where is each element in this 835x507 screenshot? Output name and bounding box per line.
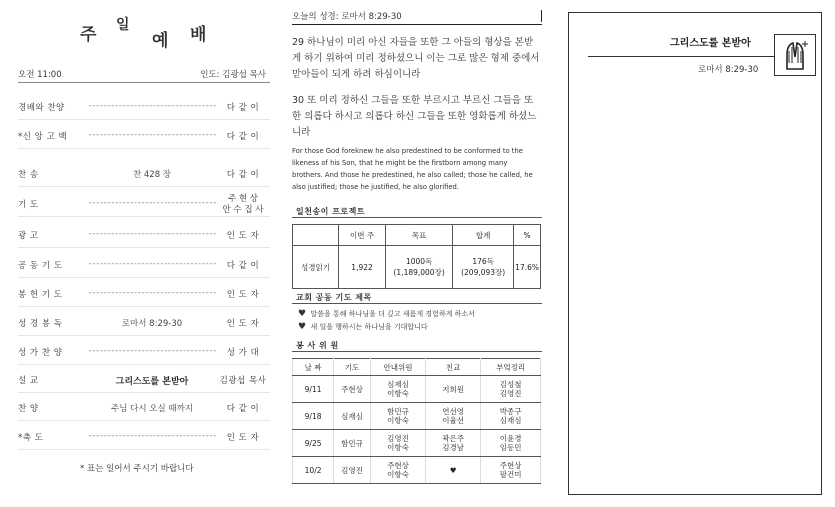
order-row	[18, 342, 270, 362]
divider	[292, 303, 542, 304]
bulletin-title	[0, 18, 270, 58]
table-header-cell: 날 짜	[293, 359, 334, 376]
list-item	[298, 308, 475, 321]
table-cell: 9/11	[293, 376, 334, 403]
table-cell: 성경읽기	[293, 246, 339, 289]
table-cell: 곽은주 김경남	[426, 430, 481, 457]
service-leader: 인도: 김광섭 목사	[200, 70, 266, 80]
order-detail	[78, 229, 226, 239]
table-row	[293, 246, 541, 289]
heart-icon: ♥	[298, 309, 307, 319]
order-row	[18, 284, 270, 304]
table-cell: 9/18	[293, 403, 334, 430]
sermon-title: 그리스도를 본받아	[670, 38, 751, 49]
order-detail-text: 찬 428 장	[132, 170, 172, 180]
verse-29: 29 하나님이 미리 아신 자들을 또한 그 아들의 형상을 본받게 하기 위하여 미리 정하셨으니 이는 그로 많은 형제 중에서 맏아들이 되게 하려 하심이니라	[292, 37, 540, 80]
order-responsible: 다 같 이	[226, 170, 260, 180]
divider	[18, 82, 270, 83]
divider	[18, 364, 270, 365]
service-table	[292, 358, 541, 484]
table-cell: 주현상	[334, 376, 371, 403]
order-row	[18, 194, 270, 214]
table-cell: 함민규 이항숙	[370, 403, 425, 430]
table-cell: 김성철 김영진	[481, 376, 541, 403]
table-row	[293, 457, 541, 484]
table-cell: 함민규	[334, 430, 371, 457]
dash-leader: - - - - - - - - - - - - - - - - - - - - - - - - - - - - - - - - - -	[88, 229, 216, 239]
order-responsible: 다 같 이	[226, 103, 260, 113]
table-cell	[293, 225, 339, 246]
reading-project-title: 일천송이 프로젝트	[296, 207, 366, 216]
order-detail	[78, 130, 226, 140]
order-row	[18, 97, 270, 117]
order-row	[18, 225, 270, 245]
table-cell: 김영진 이항숙	[370, 430, 425, 457]
table-cell: 심재심 이항숙	[370, 376, 425, 403]
table-cell: ♥	[426, 457, 481, 484]
order-responsible: 다 같 이	[226, 132, 260, 142]
order-responsible: 다 같 이	[226, 404, 260, 414]
divider	[18, 186, 270, 187]
table-header-cell: 부엌정리	[481, 359, 541, 376]
table-row	[293, 430, 541, 457]
dash-leader: - - - - - - - - - - - - - - - - - - - - - - - - - - - - - - - - - -	[88, 130, 216, 140]
table-header-cell: 기도	[334, 359, 371, 376]
table-cell: 박종구 심재심	[481, 403, 541, 430]
order-responsible: 주 현 상 안 수 집 사	[222, 194, 264, 215]
divider	[18, 306, 270, 307]
divider	[18, 148, 270, 149]
divider	[292, 351, 542, 352]
order-responsible: 다 같 이	[226, 261, 260, 271]
table-header-cell: 안내위원	[370, 359, 425, 376]
order-label: 공 동 기 도	[18, 261, 63, 271]
order-row	[18, 427, 270, 447]
order-label: 성 가 찬 양	[18, 348, 63, 358]
praying-hands-icon	[774, 34, 816, 76]
table-cell: 연선영 이율선	[426, 403, 481, 430]
table-row	[293, 376, 541, 403]
order-responsible: 인 도 자	[226, 433, 260, 443]
table-cell: 10/2	[293, 457, 334, 484]
table-cell: 이번 주	[339, 225, 386, 246]
order-row	[18, 313, 270, 333]
order-label: 봉 헌 기 도	[18, 290, 63, 300]
dash-leader: - - - - - - - - - - - - - - - - - - - - - - - - - - - - - - - - - -	[88, 288, 216, 298]
order-label: 설 교	[18, 376, 39, 386]
table-cell: 주현상 팔건미	[481, 457, 541, 484]
table-cell: 김영진	[334, 457, 371, 484]
table-header-cell: 친교	[426, 359, 481, 376]
footnote: * 표는 일어서 주시기 바랍니다	[80, 464, 194, 474]
divider	[18, 119, 270, 120]
sermon-reference: 로마서 8:29-30	[698, 65, 759, 75]
order-detail	[78, 317, 226, 329]
prayer-item-text: 말씀을 통해 하나님을 더 깊고 새롭게 경험하게 하소서	[310, 310, 475, 318]
dash-leader: - - - - - - - - - - - - - - - - - - - - - - - - - - - - - - - - - -	[88, 101, 216, 111]
divider	[588, 56, 774, 57]
scripture-section	[292, 10, 542, 193]
table-cell: 목표	[386, 225, 453, 246]
order-row	[18, 164, 270, 184]
divider	[18, 420, 270, 421]
divider	[18, 449, 270, 450]
service-title: 봉 사 위 원	[296, 341, 339, 350]
order-detail	[78, 259, 226, 269]
order-label: 기 도	[18, 200, 39, 210]
scripture-header: 오늘의 성경: 로마서 8:29-30	[292, 10, 542, 25]
order-row	[18, 255, 270, 275]
table-cell: 1,922	[339, 246, 386, 289]
dash-leader: - - - - - - - - - - - - - - - - - - - - - - - - - - - - - - - - - -	[88, 259, 216, 269]
order-detail-text: 주님 다시 오실 때까지	[110, 404, 193, 414]
order-detail-text: 그리스도를 본받아	[115, 377, 189, 387]
order-detail	[78, 346, 226, 356]
order-responsible: 인 도 자	[226, 290, 260, 300]
order-detail	[78, 168, 226, 180]
table-cell: 이윤경 임동민	[481, 430, 541, 457]
order-row	[18, 370, 270, 390]
title-char: 배	[190, 25, 207, 45]
order-detail	[78, 101, 226, 111]
divider	[18, 277, 270, 278]
divider	[18, 335, 270, 336]
table-cell: 합계	[453, 225, 514, 246]
dash-leader: - - - - - - - - - - - - - - - - - - - - - - - - - - - - - - - - - -	[88, 198, 216, 208]
table-cell: %	[514, 225, 541, 246]
order-label: 찬 송	[18, 170, 39, 180]
reading-project-table	[292, 224, 541, 289]
order-label: *신 앙 고 백	[18, 132, 68, 142]
verse-30: 30 또 미리 정하신 그들을 또한 부르시고 부르신 그들을 또한 의롭다 하시고 의롭다 하신 그들을 또한 영화롭게 하셨느니라	[292, 95, 537, 138]
order-detail	[78, 431, 226, 441]
order-detail-text: 로마서 8:29-30	[121, 319, 183, 329]
order-label: 성 경 봉 독	[18, 319, 63, 329]
table-row	[293, 403, 541, 430]
english-verse: For those God foreknew he also predestined to be conformed to the likeness of his Son, that he might be the firstborn among many brothers. And those he predestined, he also called; those he called, he also justified; those he justified, he also glorified.	[292, 147, 533, 191]
divider	[292, 217, 542, 218]
order-label: *축 도	[18, 433, 44, 443]
sermon-panel	[568, 12, 822, 495]
table-cell: 주현상 이항숙	[370, 457, 425, 484]
order-row	[18, 126, 270, 146]
prayer-item-text: 새 일을 행하시는 하나님을 기대합니다	[310, 323, 428, 331]
table-cell: 17.6%	[514, 246, 541, 289]
order-label: 찬 양	[18, 404, 39, 414]
title-char: 예	[152, 31, 169, 51]
order-detail	[78, 402, 226, 414]
divider	[18, 392, 270, 393]
table-cell: 1000독 (1,189,000장)	[386, 246, 453, 289]
table-cell: 9/25	[293, 430, 334, 457]
divider	[18, 247, 270, 248]
order-row	[18, 398, 270, 418]
service-header	[18, 68, 266, 80]
prayer-list	[298, 308, 475, 334]
service-time: 오전 11:00	[18, 70, 62, 80]
order-label: 광 고	[18, 231, 39, 241]
table-cell: 176독 (209,093장)	[453, 246, 514, 289]
order-detail	[78, 288, 226, 298]
dash-leader: - - - - - - - - - - - - - - - - - - - - - - - - - - - - - - - - - -	[88, 431, 216, 441]
table-header-row	[293, 225, 541, 246]
order-responsible: 인 도 자	[226, 231, 260, 241]
order-responsible: 성 가 대	[226, 348, 260, 358]
order-responsible: 인 도 자	[226, 319, 260, 329]
order-detail	[78, 374, 226, 387]
order-responsible: 김광섭 목사	[219, 376, 267, 386]
order-detail	[78, 198, 226, 208]
table-cell: 지희원	[426, 376, 481, 403]
table-cell: 심재심	[334, 403, 371, 430]
order-label: 경배와 찬양	[18, 103, 65, 113]
title-char: 일	[116, 17, 130, 33]
list-item	[298, 321, 475, 334]
divider	[18, 216, 270, 217]
dash-leader: - - - - - - - - - - - - - - - - - - - - - - - - - - - - - - - - - -	[88, 346, 216, 356]
table-header-row	[293, 359, 541, 376]
heart-icon: ♥	[298, 322, 307, 332]
prayer-title: 교회 공동 기도 제목	[296, 293, 372, 302]
title-char: 주	[80, 25, 97, 45]
